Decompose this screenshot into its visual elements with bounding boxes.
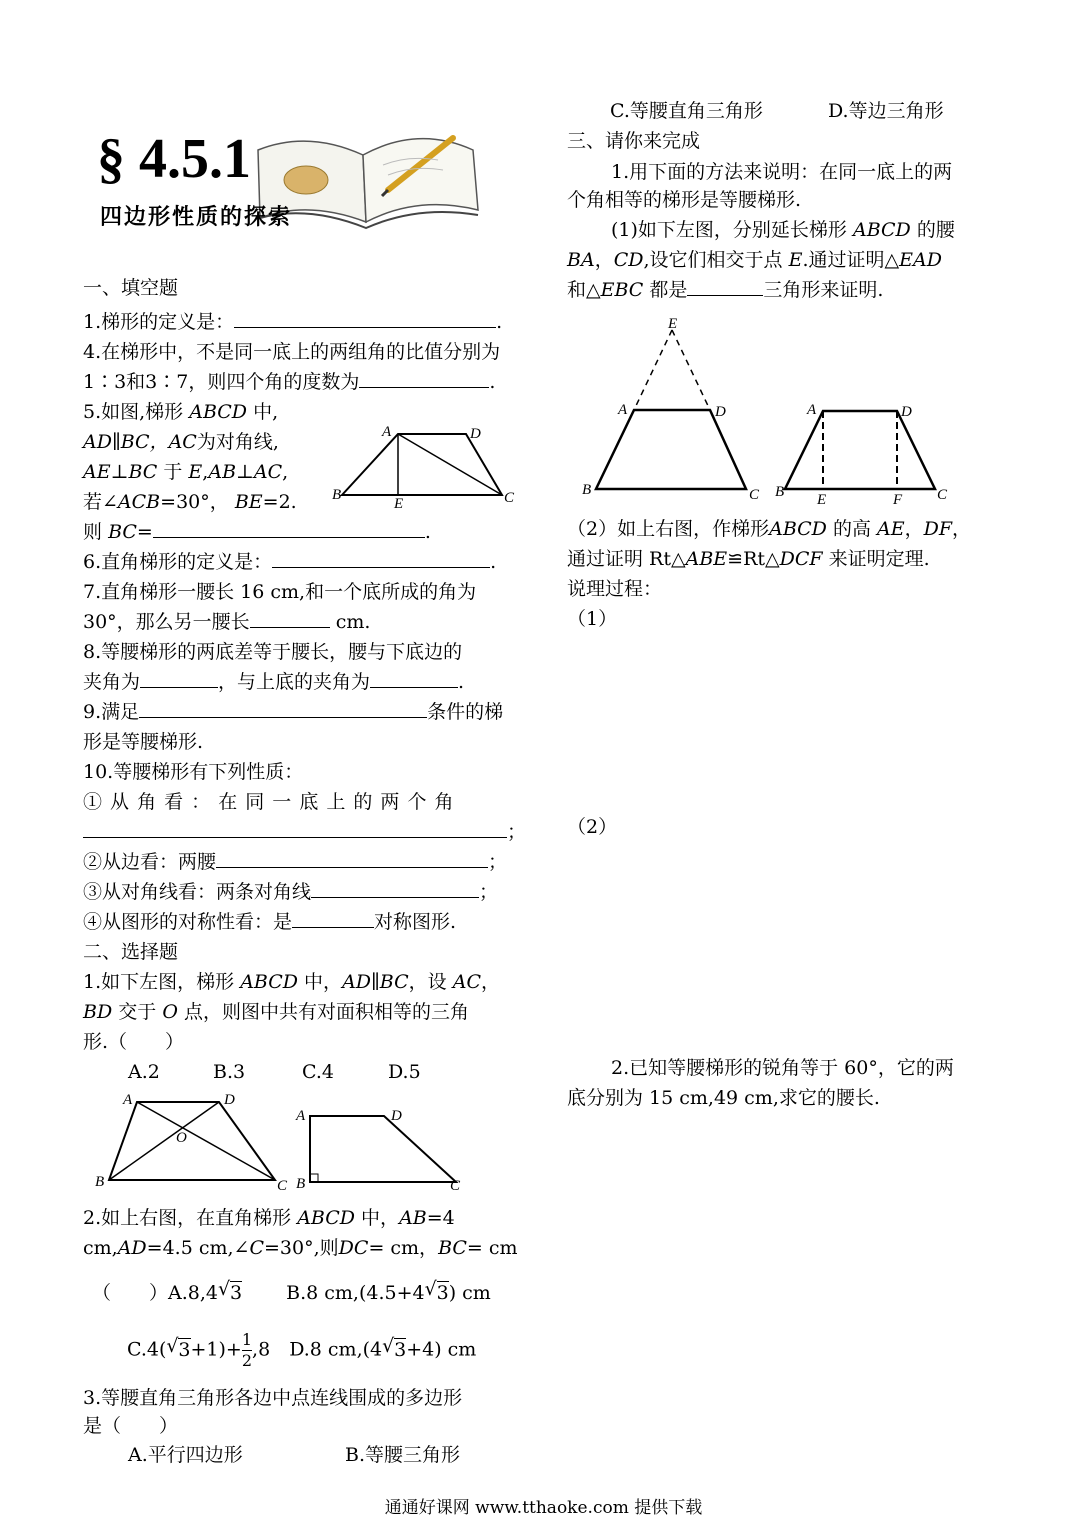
c2-options-ab: （ ）A.8,4√ 3 B.8 cm,(4.5+4√ 3) cm <box>92 1278 491 1308</box>
section-number: § 4.5.1 <box>97 128 251 190</box>
q7-line1: 7.直角梯形一腰长 16 cm,和一个底所成的角为 <box>83 581 477 603</box>
label-O: O <box>176 1130 187 1146</box>
c3-option-b: B.等腰三角形 <box>345 1444 461 1466</box>
label-B: B <box>775 484 785 500</box>
label-D: D <box>715 404 726 420</box>
p3-line1: 2.已知等腰梯形的锐角等于 60°，它的两 <box>611 1057 954 1079</box>
label-E: E <box>817 492 827 508</box>
c1-line1: 1.如下左图，梯形 ABCD 中，AD∥BC，设 AC， <box>83 971 500 993</box>
label-D: D <box>224 1092 235 1108</box>
q5-line4: 若∠ACB=30°， BE=2. <box>83 491 297 513</box>
figure-c2-right-trapezoid <box>290 1100 470 1192</box>
c2-options-cd: C.4(√ 3+1)+ $\frac{1}{2}$ ,8 D.8 cm,(4√ 3+4) cm <box>127 1330 476 1371</box>
label-F: F <box>893 492 903 508</box>
q10-item3: ③从对角线看：两条对角线 ； <box>83 877 498 907</box>
p1-line2: 个角相等的梯形是等腰梯形. <box>567 189 802 211</box>
q10-item1-blank: ； <box>83 817 526 847</box>
q5-line1: 5.如图,梯形 ABCD 中, <box>83 401 279 423</box>
label-B: B <box>332 487 342 503</box>
c3-line1: 3.等腰直角三角形各边中点连线围成的多边形 <box>83 1387 463 1409</box>
q5-line3: AE⊥BC 于 E,AB⊥AC, <box>83 461 289 483</box>
label-E: E <box>394 496 404 512</box>
q7-line2: 30°，那么另一腰长 cm. <box>83 607 370 637</box>
p1-line1: 1.用下面的方法来说明：在同一底上的两 <box>611 161 953 183</box>
c1-option-b: B.3 <box>213 1061 246 1083</box>
label-C: C <box>749 487 760 503</box>
q10-item1: ① 从 角 看 ： 在 同 一 底 上 的 两 个 角 <box>83 791 455 813</box>
q10-item2: ②从边看：两腰 ； <box>83 847 507 877</box>
label-C: C <box>277 1178 288 1194</box>
figure-q5-trapezoid <box>330 420 520 510</box>
label-B: B <box>95 1174 105 1190</box>
q6: 6.直角梯形的定义是： . <box>83 547 496 577</box>
label-B: B <box>582 482 592 498</box>
q4-line1: 4.在梯形中，不是同一底上的两组角的比值分别为 <box>83 341 501 363</box>
section-fill-blank: 一、填空题 <box>83 277 179 299</box>
p2-line3: 说理过程： <box>567 578 663 600</box>
label-C: C <box>937 487 948 503</box>
p3-line2: 底分别为 15 cm,49 cm,求它的腰长. <box>567 1087 880 1109</box>
footer-credit: 通通好课网 www.tthaoke.com 提供下载 <box>384 1498 703 1518</box>
q4-line2: 1∶3和3∶7，则四个角的度数为 . <box>83 367 495 397</box>
p1-line4: BA，CD,设它们相交于点 E.通过证明△EAD <box>567 249 942 271</box>
p2-line1: （2）如上右图，作梯形ABCD 的高 AE，DF， <box>567 518 972 540</box>
q9-line1: 9.满足 条件的梯 <box>83 697 503 727</box>
figure-extended-trapezoid <box>578 312 768 507</box>
q9-line2: 形是等腰梯形. <box>83 731 204 753</box>
figure-c1-trapezoid-diagonals <box>95 1088 295 1193</box>
q10-item4: ④从图形的对称性看：是 对称图形. <box>83 907 456 937</box>
sqrt-symbol: √ 3 <box>425 1278 449 1308</box>
figure-trapezoid-heights <box>775 395 960 510</box>
c3-option-d: D.等边三角形 <box>828 100 944 122</box>
c3-option-a: A.平行四边形 <box>128 1444 243 1466</box>
label-D: D <box>901 404 912 420</box>
section-multiple-choice: 二、选择题 <box>83 941 179 963</box>
label-A: A <box>296 1108 306 1124</box>
c3-option-c: C.等腰直角三角形 <box>610 100 763 122</box>
c2-line2: cm,AD=4.5 cm,∠C=30°,则DC= cm，BC= cm <box>83 1237 518 1259</box>
sqrt-symbol: √ 3 <box>382 1335 406 1365</box>
c1-line3: 形.（ ） <box>83 1031 185 1053</box>
q5-line5: 则 BC= . <box>83 517 431 547</box>
label-D: D <box>470 426 481 442</box>
q8-line1: 8.等腰梯形的两底差等于腰长，腰与下底边的 <box>83 641 463 663</box>
c1-line2: BD 交于 O 点，则图中共有对面积相等的三角 <box>83 1001 469 1023</box>
c2-line1: 2.如上右图，在直角梯形 ABCD 中，AB=4 <box>83 1207 455 1229</box>
p2-part2-label: （2） <box>567 816 618 838</box>
c1-option-a: A.2 <box>128 1061 160 1083</box>
q10: 10.等腰梯形有下列性质： <box>83 761 304 783</box>
label-B: B <box>296 1176 306 1192</box>
sqrt-symbol: √ 3 <box>218 1278 242 1308</box>
label-A: A <box>382 424 392 440</box>
label-A: A <box>123 1092 133 1108</box>
section-subtitle: 四边形性质的探索 <box>100 204 293 230</box>
c3-line2: 是（ ） <box>83 1415 179 1437</box>
section-complete: 三、请你来完成 <box>567 130 701 152</box>
c1-option-d: D.5 <box>388 1061 421 1083</box>
label-A: A <box>618 402 628 418</box>
label-A: A <box>807 402 817 418</box>
p1-line5: 和△EBC 都是 三角形来证明. <box>567 275 883 305</box>
q8-line2: 夹角为 ，与上底的夹角为 . <box>83 667 464 697</box>
q1: 1.梯形的定义是： . <box>83 307 502 337</box>
q5-line2: AD∥BC，AC为对角线, <box>83 431 279 453</box>
p2-part1-label: （1） <box>567 608 618 630</box>
label-D: D <box>391 1108 402 1124</box>
p2-line2: 通过证明 Rt△ABE≌Rt△DCF 来证明定理. <box>567 548 930 570</box>
sqrt-symbol: √ 3 <box>166 1335 190 1365</box>
fraction-half: $\frac{1}{2}$ <box>241 1330 253 1370</box>
p1-line3: (1)如下左图，分别延长梯形 ABCD 的腰 <box>611 219 955 241</box>
label-C: C <box>450 1178 461 1194</box>
c1-option-c: C.4 <box>302 1061 334 1083</box>
label-E: E <box>668 316 678 332</box>
label-C: C <box>504 490 515 506</box>
